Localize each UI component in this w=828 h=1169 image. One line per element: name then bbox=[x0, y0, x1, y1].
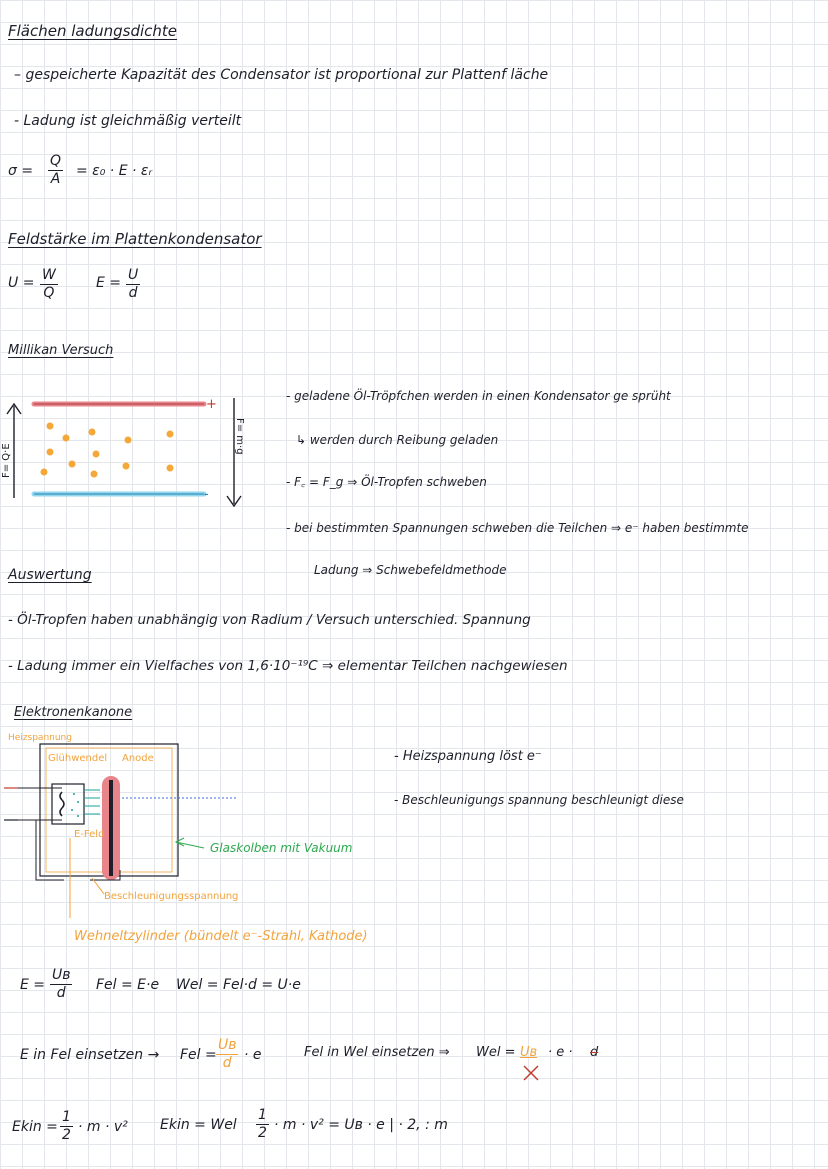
label-efeld: E-Feld bbox=[74, 829, 105, 840]
oil-droplet bbox=[91, 471, 98, 478]
fel-subst-lhs: Fel = bbox=[180, 1047, 217, 1063]
u-formula-lhs: U = bbox=[8, 275, 35, 291]
e-numerator: U bbox=[126, 268, 140, 285]
oil-droplet bbox=[69, 461, 76, 468]
ekin2-numerator: 1 bbox=[256, 1108, 269, 1125]
minus-label: - bbox=[204, 487, 209, 502]
u-numerator: W bbox=[40, 268, 58, 285]
oil-droplet bbox=[47, 449, 54, 456]
e-accel-denominator: d bbox=[56, 985, 66, 1002]
auswertung-line-1: - Öl-Tropfen haben unabhängig von Radium / Versuch unterschied. Spannung bbox=[8, 612, 531, 628]
einsetzen-e-in-fel: E in Fel einsetzen → bbox=[20, 1047, 160, 1063]
label-glaskolben: Glaskolben mit Vakuum bbox=[210, 841, 353, 855]
bullet-ladung-verteilt: - Ladung ist gleichmäßig verteilt bbox=[14, 113, 242, 129]
gun-note-1: - Heizspannung löst e⁻ bbox=[394, 749, 542, 764]
e-accel-fraction bbox=[50, 968, 72, 1002]
fel-subst-rhs: · e bbox=[244, 1047, 262, 1063]
fel-subst-numerator: Uʙ bbox=[216, 1038, 238, 1055]
label-anode: Anode bbox=[122, 753, 154, 764]
millikan-diagram bbox=[0, 388, 260, 518]
heading-feldstaerke: Feldstärke im Plattenkondensator bbox=[8, 230, 262, 248]
heading-elektronenkanone: Elektronenkanone bbox=[14, 705, 133, 720]
e-fraction bbox=[126, 268, 140, 302]
wel-subst-d-cancelled: d bbox=[590, 1045, 599, 1060]
label-beschleunigungsspannung: Beschleunigungsspannung bbox=[104, 891, 239, 902]
oil-droplet bbox=[89, 429, 96, 436]
oil-droplet bbox=[47, 423, 54, 430]
ekin-rhs: · m · v² bbox=[78, 1119, 128, 1135]
gun-note-2: - Beschleunigungs spannung beschleunigt diese bbox=[394, 793, 684, 807]
sigma-numerator: Q bbox=[48, 154, 63, 171]
force-mg-label: F= m·g bbox=[234, 418, 245, 455]
oil-droplet bbox=[63, 435, 70, 442]
wel-subst-ub: Uʙ bbox=[520, 1045, 538, 1060]
ekin-denominator: 2 bbox=[62, 1127, 71, 1144]
millikan-note-5: Ladung ⇒ Schwebefeldmethode bbox=[314, 563, 507, 577]
bullet-kapazitaet: – gespeicherte Kapazität des Condensator ist proportional zur Plattenf läche bbox=[14, 67, 549, 83]
millikan-note-4: - bei bestimmten Spannungen schweben die Teilchen ⇒ e⁻ haben bestimmte bbox=[286, 521, 749, 535]
label-gluehwendel: Glühwendel bbox=[48, 753, 108, 764]
ekin2-fraction bbox=[256, 1108, 269, 1142]
electron-dot bbox=[71, 809, 73, 811]
fel-subst-denominator: d bbox=[222, 1055, 232, 1072]
wehnelt-cylinder bbox=[52, 784, 84, 824]
ekin-equals-wel: Ekin = Wel bbox=[160, 1117, 237, 1133]
wel-subst-rest: · e · bbox=[548, 1045, 573, 1060]
u-fraction bbox=[40, 268, 58, 302]
glaskolben-leader bbox=[176, 842, 204, 848]
fel-subst-fraction bbox=[216, 1038, 238, 1072]
oil-droplet bbox=[167, 465, 174, 472]
sigma-fraction bbox=[48, 154, 63, 188]
ekin2-denominator: 2 bbox=[258, 1125, 267, 1142]
ekin-lhs: Ekin = bbox=[12, 1119, 58, 1135]
heading-auswertung: Auswertung bbox=[8, 567, 92, 583]
oil-droplet bbox=[93, 451, 100, 458]
gluehwendel-coil bbox=[60, 792, 64, 816]
plus-label: + bbox=[206, 397, 217, 412]
heading-flaechenladungsdichte: Flächen ladungsdichte bbox=[8, 22, 178, 40]
oil-droplet bbox=[123, 463, 130, 470]
oil-droplet bbox=[41, 469, 48, 476]
sigma-formula-lhs: σ = bbox=[8, 163, 34, 179]
u-denominator: Q bbox=[43, 285, 55, 302]
label-wehneltzylinder: Wehneltzylinder (bündelt e⁻-Strahl, Kathode) bbox=[74, 929, 368, 944]
wel-subst-lhs: Wel = bbox=[476, 1045, 516, 1060]
millikan-note-3: - F꜀ = F_g ⇒ Öl-Tropfen schweben bbox=[286, 475, 487, 489]
oil-droplet bbox=[125, 437, 132, 444]
e-formula-lhs: E = bbox=[96, 275, 122, 291]
electron-dot bbox=[77, 815, 79, 817]
millikan-note-2: ↳ werden durch Reibung geladen bbox=[296, 433, 499, 447]
e-accel-numerator: Uʙ bbox=[50, 968, 72, 985]
oil-droplet bbox=[167, 431, 174, 438]
electron-dot bbox=[73, 793, 75, 795]
fel-formula: Fel = E·e bbox=[96, 977, 160, 993]
label-heizspannung: Heizspannung bbox=[8, 733, 72, 743]
ekin-solve: · m · v² = Uʙ · e | · 2, : m bbox=[274, 1117, 448, 1133]
force-qe-label: F= Q·E bbox=[1, 443, 12, 478]
ekin-numerator: 1 bbox=[60, 1110, 73, 1127]
sigma-denominator: A bbox=[50, 171, 61, 188]
e-accel-lhs: E = bbox=[20, 977, 46, 993]
e-denominator: d bbox=[128, 285, 138, 302]
ekin-fraction bbox=[60, 1110, 73, 1144]
auswertung-line-2: - Ladung immer ein Vielfaches von 1,6·10⁻¹⁹C ⇒ elementar Teilchen nachgewiesen bbox=[8, 658, 568, 674]
cancel-mark bbox=[522, 1064, 542, 1084]
sigma-formula-rhs: = ε₀ · E · εᵣ bbox=[76, 163, 153, 179]
heading-millikan: Millikan Versuch bbox=[8, 343, 114, 358]
millikan-note-1: - geladene Öl-Tröpfchen werden in einen Kondensator ge sprüht bbox=[286, 389, 671, 403]
wel-formula: Wel = Fel·d = U·e bbox=[176, 977, 301, 993]
einsetzen-fel-in-wel: Fel in Wel einsetzen ⇒ bbox=[304, 1045, 450, 1060]
electron-dot bbox=[77, 801, 79, 803]
